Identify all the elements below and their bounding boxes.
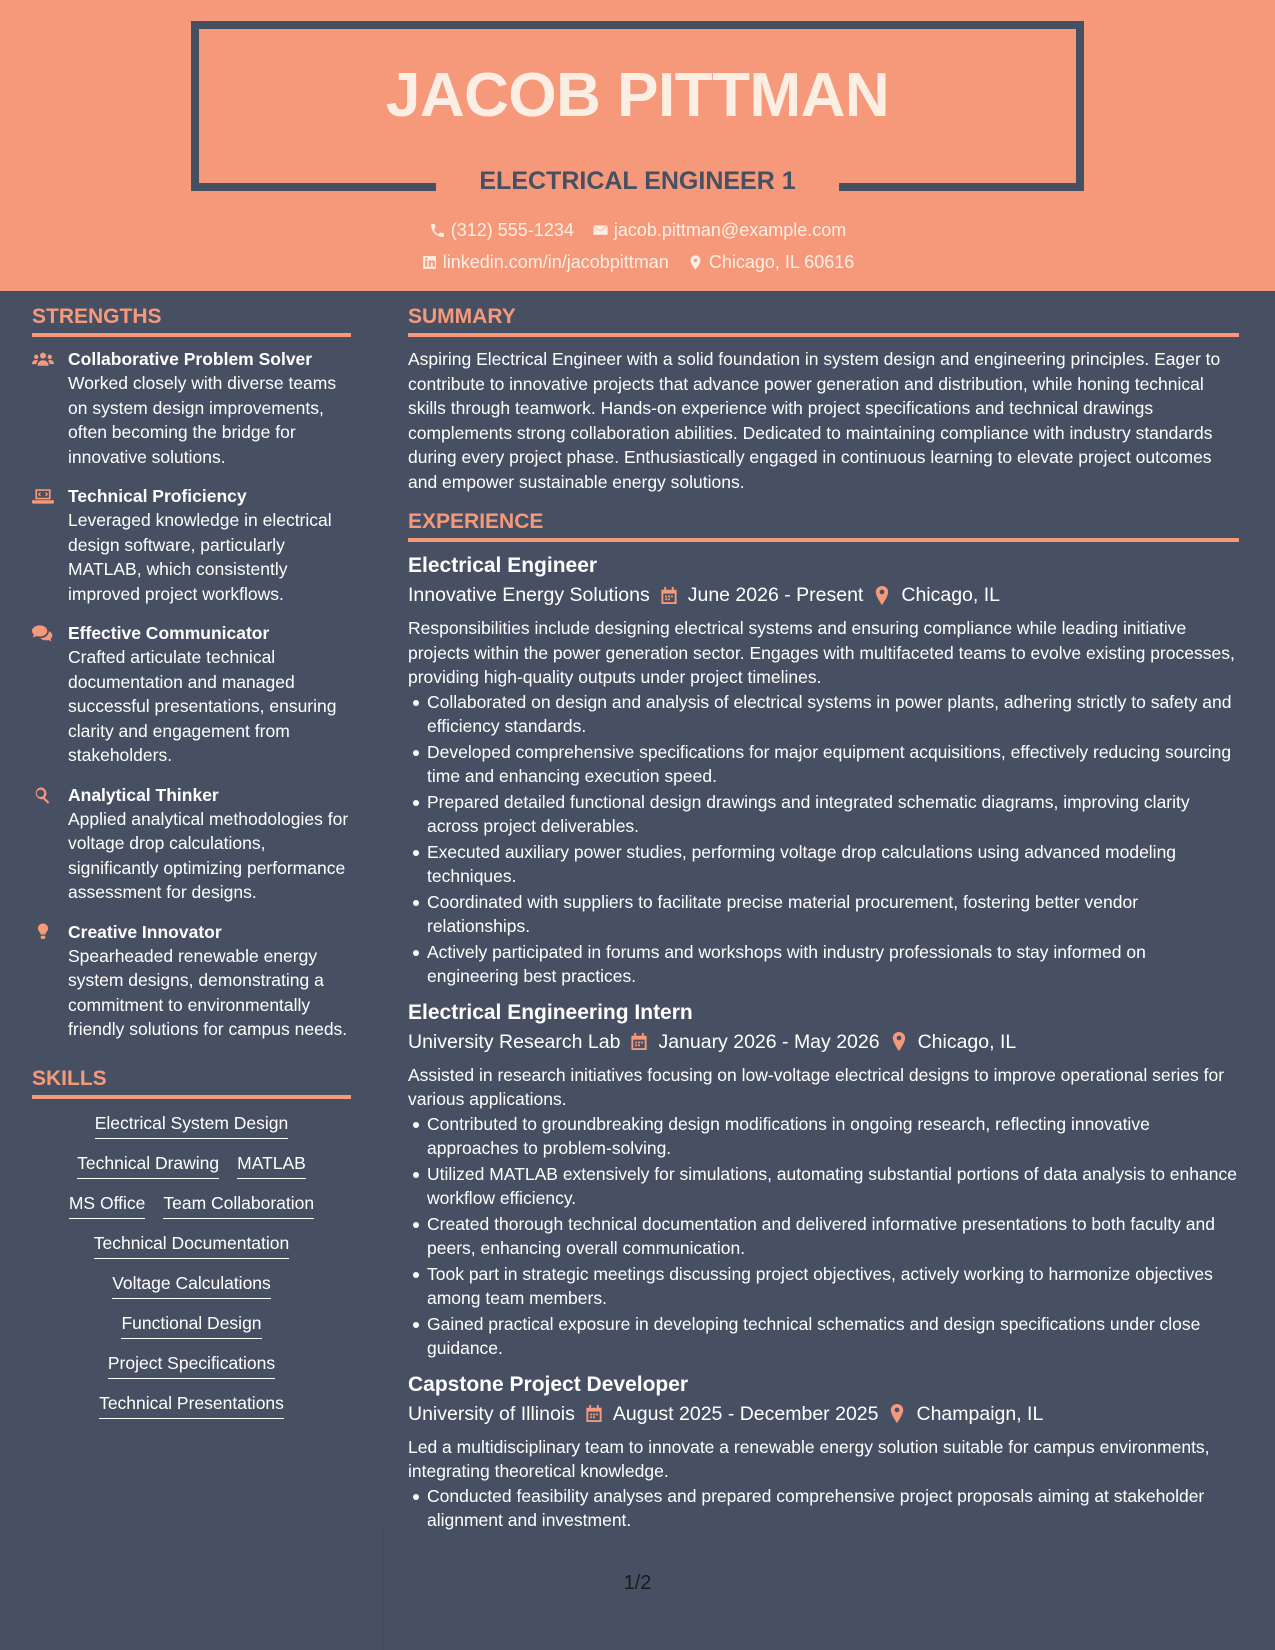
strength-item xyxy=(32,920,351,1042)
bullet-item: Collaborated on design and analysis of electrical systems in power plants, adhering strictly to safety and efficiency standards. xyxy=(408,690,1239,739)
skills-heading: SKILLS xyxy=(32,1067,351,1099)
bullet-item: Developed comprehensive specifications for major equipment acquisitions, effectively reducing sourcing time and enhancing execution speed. xyxy=(408,740,1239,789)
map-marker-icon xyxy=(890,1032,908,1051)
skill-tag: Functional Design xyxy=(121,1313,261,1339)
job-location: Champaign, IL xyxy=(916,1402,1044,1425)
job-description: Led a multidisciplinary team to innovate a renewable energy solution suitable for campus environments, integrating theoretical knowledge. xyxy=(408,1436,1210,1481)
left-column xyxy=(32,305,351,1419)
map-marker-icon xyxy=(687,254,704,271)
job-dates: January 2026 - May 2026 xyxy=(658,1030,880,1053)
strength-desc: Leveraged knowledge in electrical design software, particularly MATLAB, which consistently improved project workflows. xyxy=(68,510,332,604)
skill-row xyxy=(32,1233,351,1259)
job-meta xyxy=(408,580,1239,610)
bullet-item: Took part in strategic meetings discussing project objectives, actively working to harmonize objectives among team members. xyxy=(408,1262,1239,1311)
job-location: Chicago, IL xyxy=(917,1030,1017,1053)
skill-tag: MS Office xyxy=(69,1193,146,1219)
skill-tag: Technical Drawing xyxy=(77,1153,219,1179)
job-company: Innovative Energy Solutions xyxy=(408,584,650,606)
location-contact xyxy=(687,252,854,273)
skill-row xyxy=(32,1273,351,1299)
job-location: Chicago, IL xyxy=(901,584,1001,606)
skill-tag: Project Specifications xyxy=(108,1353,275,1379)
skill-tag: Team Collaboration xyxy=(163,1193,314,1219)
map-marker-icon xyxy=(873,586,891,605)
strength-desc: Worked closely with diverse teams on system design improvements, often becoming the bridge for innovative solutions. xyxy=(68,373,337,467)
envelope-icon xyxy=(592,222,609,239)
map-marker-icon xyxy=(888,1404,906,1423)
skill-tag: Electrical System Design xyxy=(95,1113,289,1139)
candidate-name: JACOB PITTMAN xyxy=(385,61,890,130)
contact-row-1 xyxy=(0,220,1275,241)
phone-text: (312) 555-1234 xyxy=(450,220,574,240)
email-contact[interactable] xyxy=(592,220,846,241)
strength-item xyxy=(32,347,351,469)
job-entry xyxy=(408,999,1239,1361)
calendar-icon xyxy=(660,586,678,605)
calendar-icon xyxy=(630,1032,648,1051)
strength-title: Creative Innovator xyxy=(68,921,222,942)
calendar-icon xyxy=(585,1404,603,1423)
bullet-item: Utilized MATLAB extensively for simulations, automating substantial portions of data analysis to enhance workflow efficiency. xyxy=(408,1162,1239,1211)
linkedin-icon xyxy=(421,254,438,271)
page-indicator: 1/2 xyxy=(623,1572,652,1594)
strength-item xyxy=(32,783,351,905)
skill-row xyxy=(32,1313,351,1339)
job-company: University of Illinois xyxy=(408,1402,575,1425)
email-text: jacob.pittman@example.com xyxy=(613,220,847,240)
bullet-item: Gained practical exposure in developing technical schematics and design specifications under close guidance. xyxy=(408,1312,1239,1361)
job-description: Assisted in research initiatives focusing on low-voltage electrical designs to improve operational series for various applications. xyxy=(408,1064,1225,1109)
job-role: Electrical Engineer xyxy=(408,554,598,577)
right-column xyxy=(408,305,1239,1534)
strength-item xyxy=(32,621,351,768)
strength-title: Effective Communicator xyxy=(68,623,270,643)
job-dates: August 2025 - December 2025 xyxy=(612,1402,879,1425)
job-description: Responsibilities include designing electrical systems and ensuring compliance while leading initiative projects within the power generation sector. Engages with multifaceted teams to evolve existing processes, providing high-quality outputs under project timelines. xyxy=(408,618,1235,687)
phone-icon xyxy=(429,222,446,239)
bullet-item: Conducted feasibility analyses and prepared comprehensive project proposals aiming at stakeholder alignment and investment. xyxy=(408,1484,1239,1533)
skill-tag: Technical Documentation xyxy=(94,1233,290,1259)
skill-row xyxy=(32,1393,351,1419)
bullet-item: Created thorough technical documentation and delivered informative presentations to both faculty and peers, enhancing overall communication. xyxy=(408,1212,1239,1261)
bullet-item: Executed auxiliary power studies, performing voltage drop calculations using advanced modeling techniques. xyxy=(408,840,1239,889)
job-meta xyxy=(408,1027,1239,1057)
job-bullets xyxy=(408,690,1239,989)
bullet-item: Contributed to groundbreaking design modifications in ongoing research, reflecting innovative approaches to problem-solving. xyxy=(408,1112,1239,1161)
strength-title: Collaborative Problem Solver xyxy=(68,349,313,369)
job-entry xyxy=(408,552,1239,989)
resume-header xyxy=(0,0,1275,291)
strength-desc: Crafted articulate technical documentation and managed successful presentations, ensuring clarity and engagement from stakeholders. xyxy=(68,647,337,765)
contact-row-2 xyxy=(0,252,1275,273)
strength-desc: Applied analytical methodologies for voltage drop calculations, significantly optimizing performance assessment for designs. xyxy=(68,808,349,902)
skills-section xyxy=(32,1067,351,1419)
skill-tag: Voltage Calculations xyxy=(112,1273,271,1299)
linkedin-text: linkedin.com/in/jacobpittman xyxy=(442,252,669,272)
job-bullets xyxy=(408,1484,1239,1533)
location-text: Chicago, IL 60616 xyxy=(708,252,855,272)
skill-tag: MATLAB xyxy=(237,1153,306,1179)
bullet-item: Prepared detailed functional design drawings and integrated schematic diagrams, improving clarity across project deliverables. xyxy=(408,790,1239,839)
skill-row xyxy=(32,1193,351,1219)
laptop-code-icon xyxy=(32,484,56,606)
skill-tag: Technical Presentations xyxy=(99,1393,284,1419)
experience-heading: EXPERIENCE xyxy=(408,510,1239,542)
summary-heading: SUMMARY xyxy=(408,305,1239,337)
users-icon xyxy=(32,347,56,469)
job-title: ELECTRICAL ENGINEER 1 xyxy=(479,167,796,195)
job-role: Electrical Engineering Intern xyxy=(408,1000,693,1024)
summary-text: Aspiring Electrical Engineer with a solid foundation in system design and engineering principles. Eager to contribute to innovative projects that advance power generation and distribution, while honing technical skills through teamwork. Hands-on experience with project specifications and technical drawings complements strong collaboration abilities. Dedicated to maintaining compliance with industry standards during every project phase. Enthusiastically engaged in continuous learning to elevate project outcomes and empower sustainable energy solutions. xyxy=(408,349,1221,492)
linkedin-contact[interactable] xyxy=(421,252,669,273)
job-company: University Research Lab xyxy=(408,1030,621,1053)
job-bullets xyxy=(408,1112,1239,1361)
lightbulb-icon xyxy=(32,920,56,1042)
strength-title: Technical Proficiency xyxy=(68,486,247,506)
job-entry xyxy=(408,1371,1239,1533)
search-icon xyxy=(32,783,56,905)
phone-contact[interactable] xyxy=(429,220,574,241)
bullet-item: Coordinated with suppliers to facilitate precise material procurement, fostering better vendor relationships. xyxy=(408,890,1239,939)
job-role: Capstone Project Developer xyxy=(408,1372,689,1396)
skill-row xyxy=(32,1153,351,1179)
strength-item xyxy=(32,484,351,606)
skill-row xyxy=(32,1113,351,1139)
job-dates: June 2026 - Present xyxy=(687,584,864,606)
job-meta xyxy=(408,1399,1239,1429)
bullet-item: Actively participated in forums and workshops with industry professionals to stay informed on engineering best practices. xyxy=(408,940,1239,989)
strengths-heading: STRENGTHS xyxy=(32,305,351,337)
strength-title: Analytical Thinker xyxy=(68,784,219,805)
skill-row xyxy=(32,1353,351,1379)
strength-desc: Spearheaded renewable energy system designs, demonstrating a commitment to environmentally friendly solutions for campus needs. xyxy=(68,945,348,1039)
comments-icon xyxy=(32,621,56,768)
